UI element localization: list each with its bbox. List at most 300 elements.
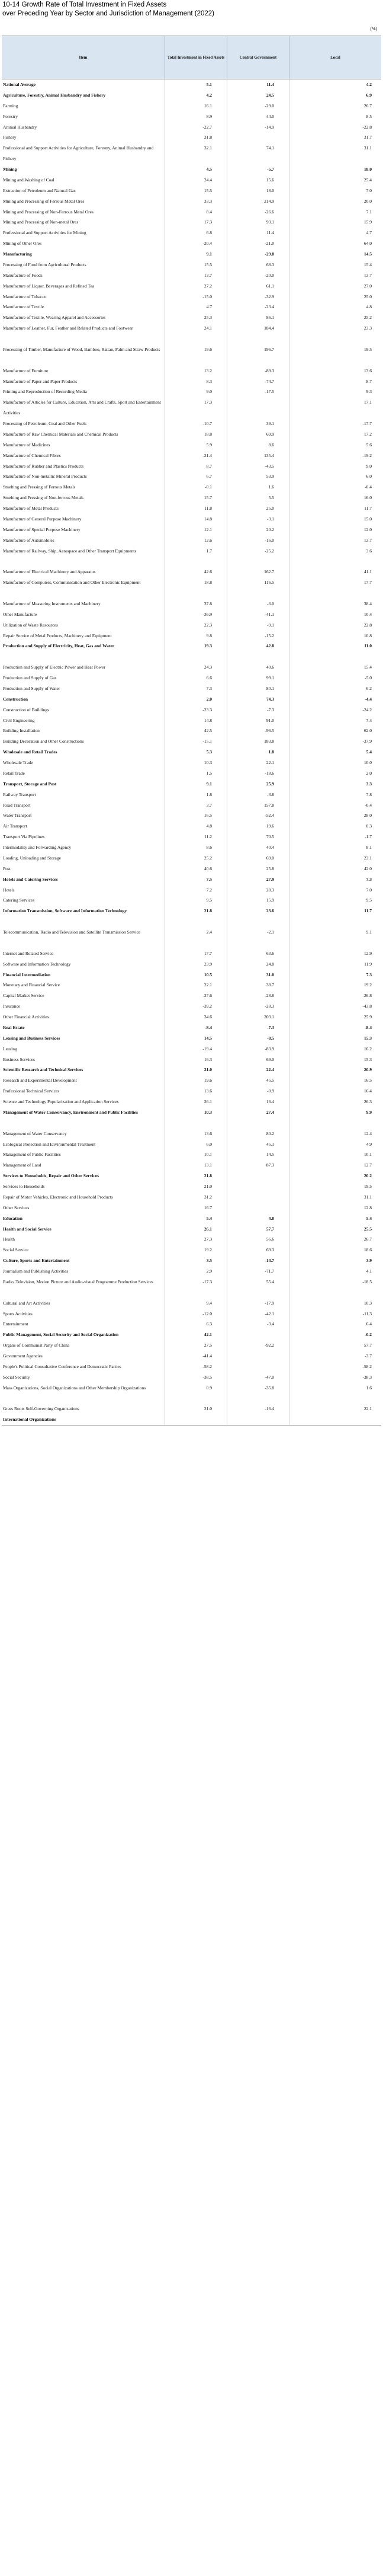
total-value: 17.3 [204,219,212,225]
row-label: Mining and Processing of Non-Ferrous Metal Ores [3,209,94,215]
local-value: 18.0 [363,167,372,172]
central-value: -5.7 [267,167,274,172]
local-value: 5.4 [366,749,372,755]
table-row [2,260,381,270]
central-value: -2.1 [267,929,274,935]
central-value: 99.1 [266,675,274,680]
table-row [2,440,381,450]
local-value: 25.4 [363,177,372,183]
row-label: Monetary and Financial Service [3,982,60,988]
local-value: 6.2 [366,685,372,691]
total-value: -17.3 [202,1279,212,1284]
total-value: 21.0 [204,1184,212,1189]
table-row [2,1361,381,1372]
local-value: 15.4 [363,664,372,670]
central-value: -9.1 [267,622,274,628]
row-label: Culture, Sports and Entertainment [3,1258,70,1264]
total-value: 9.5 [206,897,212,903]
row-label: Smelting and Pressing of Non-ferrous Metals [3,495,84,501]
local-value: 11.9 [364,961,372,967]
row-label: Management of Land [3,1162,41,1168]
central-value: 69.9 [266,431,274,437]
total-value: -21.4 [202,452,212,458]
total-value: 34.6 [204,1014,212,1019]
local-value: -26.8 [362,993,372,999]
row-label: Agriculture, Forestry, Animal Husbandry and Fishery [3,92,106,98]
central-value: -7.3 [267,707,274,712]
local-value: 15.9 [363,219,372,225]
central-value: -43.5 [265,463,274,469]
table-row [2,397,381,418]
local-value: 7.0 [366,887,372,893]
central-value: -28.8 [265,993,274,999]
local-value: 1.6 [366,1385,372,1391]
total-value: 18.8 [204,580,212,586]
table-row [2,726,381,736]
row-label: Cultural and Art Activities [3,1300,50,1306]
total-value: 1.7 [206,548,212,554]
total-value: 26.1 [204,1226,212,1232]
local-value: 15.0 [363,516,372,522]
local-value: 13.6 [363,367,372,373]
local-value: 22.1 [363,1406,372,1412]
local-value: 7.4 [366,717,372,723]
local-value: -22.8 [362,124,372,130]
central-value: 91.0 [266,717,274,723]
table-row [2,948,381,959]
central-value: -29.8 [265,251,274,257]
total-value: 12.6 [204,537,212,543]
total-value: 9.8 [206,632,212,638]
local-value: 8.1 [366,845,372,850]
table-row [2,1234,381,1245]
local-value: 62.0 [363,728,372,734]
central-value: 31.0 [266,971,274,977]
central-value: 40.4 [266,845,274,850]
table-row [2,1065,381,1075]
local-value: 2.0 [366,770,372,776]
local-value: -4.4 [365,696,372,702]
local-value: 12.9 [363,950,372,956]
total-value: 6.7 [206,474,212,480]
row-label: Entertainment [3,1321,28,1327]
table-row [2,641,381,662]
total-value: 6.3 [206,1321,212,1327]
local-value: 13.7 [363,537,372,543]
table-row [2,1351,381,1361]
table-row [2,832,381,842]
total-value: 11.8 [204,506,212,511]
total-value: 18.8 [204,431,212,437]
table-row [2,79,381,90]
table-row [2,885,381,896]
total-value: -41.4 [202,1353,212,1359]
row-label: Construction [3,696,28,702]
table-row [2,207,381,218]
data-table [2,36,381,1426]
local-value: 6.9 [366,92,372,98]
table-row [2,842,381,853]
row-label: Manufacture of Electrical Machinery and Apparatus [3,569,96,575]
central-value: -32.9 [265,293,274,299]
central-value: 184.4 [264,325,274,331]
table-row [2,980,381,990]
row-label: Printing and Reproduction of Recording Media [3,389,87,395]
central-value: 53.9 [266,474,274,480]
local-value: 25.9 [363,1014,372,1019]
local-value: 8.7 [366,378,372,384]
table-row [2,482,381,493]
total-value: 3.7 [206,802,212,808]
local-value: -11.3 [362,1311,372,1316]
table-row [2,1181,381,1192]
local-value: -24.2 [362,707,372,712]
table-row [2,577,381,599]
central-value: -8.5 [267,1035,274,1041]
row-label: Insurance [3,1003,21,1009]
table-row [2,1139,381,1150]
central-value: -52.4 [265,813,274,819]
total-value: 6.8 [206,230,212,236]
header [0,0,383,36]
table-row [2,1033,381,1044]
central-value: 27.4 [266,1109,274,1115]
table-row [2,471,381,482]
row-label: Construction of Buildings [3,707,49,712]
total-value: -38.5 [202,1374,212,1380]
total-value: -20.4 [202,241,212,247]
local-value: 16.2 [363,1046,372,1052]
row-label: Manufacture of Special Purpose Machinery [3,526,81,532]
total-value: 24.4 [204,177,212,183]
local-value: 8.5 [366,113,372,119]
central-value: -28.3 [265,1003,274,1009]
central-value: 18.0 [266,187,274,193]
column-header-total: Total Investment in Fixed Assets [165,36,227,79]
table-row [2,620,381,631]
row-label: Internet and Related Service [3,950,54,956]
central-value: 214.9 [264,198,274,204]
local-value: 10.3 [363,1300,372,1306]
central-value: 28.3 [266,887,274,893]
row-label: Manufacture of Articles for Culture, Education, Arts and Crafts, Sport and Entertainment Activities [3,399,162,416]
local-value: 4.1 [366,1268,372,1274]
total-value: 21.0 [204,1406,212,1412]
row-label: Services to Households [3,1184,45,1189]
column-header-central: Central Government [227,36,289,79]
table-row [2,1075,381,1086]
row-label: Forestry [3,113,18,119]
central-value: -3.8 [267,791,274,797]
total-value: 14.5 [204,1035,212,1041]
row-label: Manufacture of Textile, Wearing Apparel and Accessories [3,315,106,321]
table-body [2,79,381,1426]
total-value: 13.2 [204,367,212,373]
row-label: Social Security [3,1374,30,1380]
table-row [2,1129,381,1139]
central-value: 20.2 [266,526,274,532]
central-value: 56.6 [266,1236,274,1242]
total-value: 9.0 [206,389,212,395]
total-value: 15.7 [204,495,212,501]
row-label: Building Decoration and Other Constructions [3,739,84,744]
local-value: 17.1 [363,399,372,405]
local-value: -5.0 [365,675,372,680]
local-value: 9.5 [366,897,372,903]
table-row [2,281,381,292]
total-value: 19.3 [204,643,212,649]
table-row [2,1309,381,1319]
central-value: 86.1 [266,315,274,321]
table-row [2,694,381,705]
table-row [2,1203,381,1213]
table-row [2,758,381,768]
table-row [2,800,381,811]
total-value: 16.3 [204,1056,212,1062]
table-row [2,599,381,609]
table-row [2,1001,381,1012]
total-value: 3.5 [206,1258,212,1264]
table-row [2,525,381,535]
total-value: 15.5 [204,261,212,267]
table-row [2,376,381,387]
central-value: -92.2 [265,1343,274,1348]
row-label: Management of Water Conservancy, Environment and Public Facilities [3,1109,138,1115]
row-label: Hotels and Catering Services [3,876,58,882]
central-value: -15.2 [265,632,274,638]
total-value: 27.3 [204,1236,212,1242]
local-value: 16.5 [363,1078,372,1084]
total-value: 4.2 [206,92,212,98]
row-label: Animal Husbandry [3,124,37,130]
row-label: Other Services [3,1204,30,1210]
local-value: 10.0 [363,760,372,765]
table-row [2,503,381,514]
central-value: 4.8 [268,1215,274,1221]
row-label: Ecological Protection and Environmental Treatment [3,1141,96,1147]
local-value: 7.8 [366,791,372,797]
local-value: 27.0 [363,283,372,289]
total-value: 25.3 [204,315,212,321]
total-value: 14.8 [204,717,212,723]
row-label: Building Installation [3,728,40,734]
central-value: 80.1 [266,685,274,691]
row-label: Other Financial Activities [3,1014,49,1019]
table-row [2,779,381,790]
local-value: 7.3 [366,971,372,977]
row-label: Journalism and Publishing Activities [3,1268,69,1274]
local-value: -38.3 [362,1374,372,1380]
local-value: -43.8 [362,1003,372,1009]
local-value: 26.7 [363,1236,372,1242]
total-value: 12.1 [204,526,212,532]
total-value: 5.4 [206,1215,212,1221]
row-label: Civil Engineering [3,717,35,723]
central-value: -3.4 [267,1321,274,1327]
total-value: 9.1 [206,781,212,787]
local-value: 19.2 [363,982,372,988]
table-row [2,292,381,302]
total-value: -15.0 [202,293,212,299]
total-value: 16.7 [204,1204,212,1210]
total-value: -39.2 [202,1003,212,1009]
local-value: 41.1 [363,569,372,575]
row-label: Utilization of Waste Resources [3,622,58,628]
row-label: Wholesale Trade [3,760,33,765]
central-value: 38.7 [266,982,274,988]
central-value: 15.9 [266,897,274,903]
central-value: -14.7 [265,1258,274,1264]
local-value: 4.7 [366,230,372,236]
total-value: 27.5 [204,1343,212,1348]
central-value: -17.9 [265,1300,274,1306]
local-value: 18.6 [363,1247,372,1253]
local-value: -0.2 [365,1332,372,1338]
local-value: 38.4 [363,600,372,606]
row-label: Mining and Processing of Ferrous Metal Ores [3,198,85,204]
row-label: Education [3,1215,22,1221]
total-value: 42.6 [204,569,212,575]
local-value: 6.4 [366,1321,372,1327]
central-value: 11.4 [266,230,274,236]
local-value: 25.5 [363,1226,372,1232]
table-row [2,132,381,143]
local-value: 64.0 [363,241,372,247]
table-row [2,1054,381,1065]
local-value: 22.8 [363,622,372,628]
local-value: 0.3 [366,823,372,829]
local-value: 25.2 [363,315,372,321]
row-label: People's Political Consultative Conference and Democratic Parties [3,1363,121,1369]
row-label: Mining and Washing of Coal [3,177,54,183]
central-value: 203.1 [264,1014,274,1019]
central-value: 1.6 [268,484,274,490]
row-label: Management of Public Facilities [3,1152,61,1158]
table-row [2,186,381,196]
column-header-item: Item [79,55,88,60]
unit-label: (%) [370,26,377,31]
table-row [2,705,381,715]
table-row [2,366,381,376]
total-value: -8.4 [205,1024,212,1030]
row-label: Manufacture of Textile [3,304,44,310]
central-value: -7.3 [267,1024,274,1030]
row-label: National Average [3,82,36,87]
central-value: -21.0 [265,241,274,247]
central-value: 157.8 [264,802,274,808]
row-label: Manufacture of Non-metallic Mineral Products [3,474,87,480]
row-label: Government Agencies [3,1353,43,1359]
row-label: Transport Via Pipelines [3,834,45,840]
table-row [2,990,381,1001]
table-row [2,1224,381,1235]
central-value: -18.6 [265,770,274,776]
local-value: 23.1 [363,855,372,861]
central-value: -35.8 [265,1385,274,1391]
total-value: -58.2 [202,1363,212,1369]
row-label: Water Transport [3,813,32,819]
table-row [2,1372,381,1383]
local-value: 19.5 [363,346,372,352]
local-value: 16.0 [363,495,372,501]
total-value: 42.1 [204,1332,212,1338]
local-value: -37.9 [362,739,372,744]
row-label: Air Transport [3,823,27,829]
local-value: 10.8 [363,632,372,638]
total-value: 11.2 [204,834,212,840]
local-value: 26.7 [363,103,372,108]
local-value: 17.2 [363,431,372,437]
total-value: 7.5 [206,876,212,882]
total-value: 4.8 [206,823,212,829]
total-value: 17.7 [204,950,212,956]
row-label: Leasing and Business Services [3,1035,60,1041]
table-row [2,111,381,122]
local-value: 20.2 [363,1173,372,1179]
central-value: 22.1 [266,760,274,765]
table-row [2,302,381,312]
total-value: 21.0 [204,1067,212,1073]
table-row [2,662,381,673]
total-value: -15.1 [202,739,212,744]
total-value: 13.7 [204,272,212,278]
total-value: 31.2 [204,1194,212,1200]
row-label: Leasing [3,1046,17,1052]
local-value: 12.0 [363,526,372,532]
central-value: 55.4 [266,1279,274,1284]
row-label: Health and Social Service [3,1226,52,1232]
central-value: 27.9 [266,876,274,882]
row-label: Extraction of Petroleum and Natural Gas [3,187,76,193]
row-label: Services to Households, Repair and Other Services [3,1173,99,1179]
row-label: Health [3,1236,15,1242]
total-value: 22.1 [204,982,212,988]
table-row [2,906,381,927]
central-value: 5.5 [268,495,274,501]
total-value: 24.3 [204,664,212,670]
total-value: -23.3 [202,707,212,712]
local-value: 26.3 [363,1099,372,1104]
local-value: 17.7 [363,580,372,586]
total-value: 7.3 [206,685,212,691]
total-value: 1.8 [206,791,212,797]
local-value: 15.4 [363,261,372,267]
central-value: 74.1 [266,145,274,151]
total-value: 6.6 [206,675,212,680]
table-row [2,164,381,175]
local-value: 3.6 [366,548,372,554]
total-value: 16.1 [204,103,212,108]
central-value: -16.0 [265,537,274,543]
total-value: 32.1 [204,145,212,151]
table-row [2,228,381,238]
table-row [2,1329,381,1340]
total-value: 40.6 [204,865,212,871]
row-label: Business Services [3,1056,35,1062]
table-row [2,238,381,249]
row-label: Farming [3,103,18,108]
total-value: 21.8 [204,908,212,914]
table-row [2,217,381,228]
central-value: -6.0 [267,600,274,606]
table-row [2,1245,381,1255]
local-value: 5.6 [366,442,372,448]
table-row [2,1319,381,1329]
table-row [2,461,381,472]
table-row [2,514,381,525]
row-label: Professional and Support Activities for Agriculture, Forestry, Animal Husbandry and Fishery [3,145,154,162]
central-value: 116.5 [264,580,274,586]
